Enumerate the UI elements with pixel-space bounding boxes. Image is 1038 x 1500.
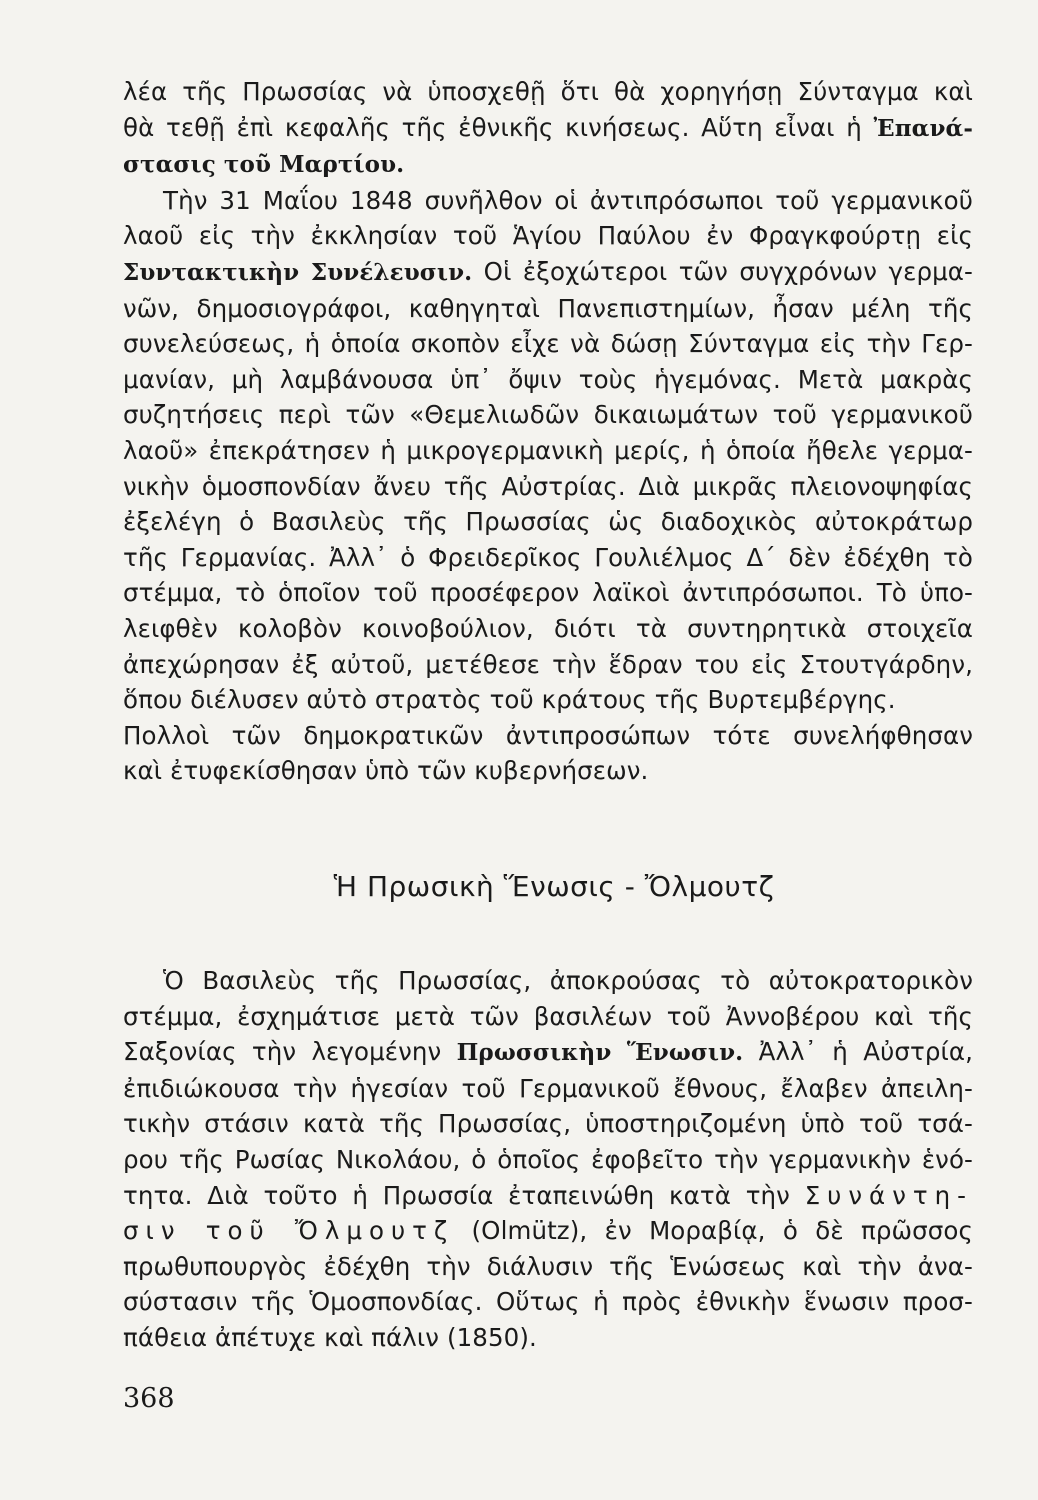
text-run: πρωθυπουργὸς ἐδέχθη τὴν διάλυσιν τῆς Ἑνώσεως καὶ τὴν ἀνα- xyxy=(123,1251,973,1281)
text-line xyxy=(123,254,973,291)
text-line xyxy=(123,1213,973,1249)
text-line xyxy=(123,183,973,219)
text-line xyxy=(123,504,973,540)
paragraph-prussian-union xyxy=(123,963,973,1356)
text-run: (Olmütz), ἐν Μοραβίᾳ, ὁ δὲ πρῶσσος xyxy=(454,1216,973,1246)
text-run: Ὁ Βασιλεὺς τῆς Πρωσσίας, ἀποκρούσας τὸ αὐτοκρατορικὸν xyxy=(163,966,973,995)
text-line xyxy=(123,1034,973,1071)
text-line xyxy=(123,397,973,433)
text-line xyxy=(123,110,973,147)
text-line xyxy=(123,1106,973,1142)
text-run: πάθεια ἀπέτυχε καὶ πάλιν (1850). xyxy=(123,1322,537,1352)
paragraph-march-revolution xyxy=(123,74,973,789)
text-run: ἐπιδιώκουσα τὴν ἡγεσίαν τοῦ Γερμανικοῦ ἔθνους, ἔλαβεν ἀπειλη- xyxy=(123,1073,973,1103)
text-run: Πολλοὶ τῶν δημοκρατικῶν ἀντιπροσώπων τότε συνελήφθησαν xyxy=(123,720,973,750)
text-run: ἐξελέγη ὁ Βασιλεὺς τῆς Πρωσσίας ὡς διαδοχικὸς αὐτοκράτωρ xyxy=(123,507,973,537)
text-run: λαοῦ» ἐπεκράτησεν ἡ μικρογερμανικὴ μερίς, ἡ ὁποία ἤθελε γερμα- xyxy=(123,435,973,465)
text-run: Ἀλλ᾽ ἡ Αὐστρία, xyxy=(743,1037,974,1067)
text-run: Σαξονίας τὴν λεγομένην xyxy=(123,1037,457,1067)
text-run: νῶν, δημοσιογράφοι, καθηγηταὶ Πανεπιστημίων, ἦσαν μέλη τῆς xyxy=(123,293,973,323)
text-line xyxy=(123,611,973,647)
text-run: λειφθὲν κολοβὸν κοινοβούλιον, διότι τὰ συντηρητικὰ στοιχεῖα xyxy=(123,613,973,643)
text-run: συνελεύσεως, ἡ ὁποία σκοπὸν εἶχε νὰ δώσῃ Σύνταγμα εἰς τὴν Γερ- xyxy=(123,329,973,359)
text-line xyxy=(123,1320,973,1356)
text-run: ὅπου διέλυσεν αὐτὸ στρατὸς τοῦ κράτους τῆς Βυρτεμβέργης. xyxy=(123,685,896,715)
text-line xyxy=(123,218,973,254)
bold-term: Συντακτικὴν Συνέλευσιν. xyxy=(123,258,473,286)
text-line xyxy=(123,647,973,683)
text-run: θὰ τεθῇ ἐπὶ κεφαλῆς τῆς ἐθνικῆς κινήσεως. Αὕτη εἶναι ἡ xyxy=(123,112,874,142)
text-run: τῆς Γερμανίας. Ἀλλ᾽ ὁ Φρειδερῖκος Γουλιέλμος Δ΄ δὲν ἐδέχθη τὸ xyxy=(123,542,973,572)
text-run: τητα. Διὰ τοῦτο ἡ Πρωσσία ἐταπεινώθη κατὰ τὴν xyxy=(123,1180,805,1210)
text-line xyxy=(123,326,973,362)
text-line xyxy=(123,291,973,327)
text-line xyxy=(123,963,973,999)
bold-term: Πρωσσικὴν Ἕνωσιν. xyxy=(456,1039,744,1067)
text-line xyxy=(123,469,973,505)
text-line xyxy=(123,682,973,718)
bold-term: στασις τοῦ Μαρτίου. xyxy=(123,151,405,179)
text-run: λαοῦ εἰς τὴν ἐκκλησίαν τοῦ Ἁγίου Παύλου ἐν Φραγκφούρτῃ εἰς xyxy=(123,221,973,251)
text-line xyxy=(123,362,973,398)
text-line xyxy=(123,1284,973,1320)
text-line xyxy=(123,999,973,1035)
bold-term: Ἐπανά- xyxy=(873,114,973,142)
text-line xyxy=(123,1178,973,1214)
text-run: σύστασιν τῆς Ὁμοσπονδίας. Οὕτως ἡ πρὸς ἐθνικὴν ἕνωσιν προσ- xyxy=(123,1287,973,1317)
text-run: μανίαν, μὴ λαμβάνουσα ὑπ᾽ ὄψιν τοὺς ἡγεμόνας. Μετὰ μακρὰς xyxy=(123,364,973,394)
text-line xyxy=(123,718,973,754)
text-run: Τὴν 31 Μαΐου 1848 συνῆλθον οἱ ἀντιπρόσωποι τοῦ γερμανικοῦ xyxy=(163,185,973,215)
text-run: καὶ ἐτυφεκίσθησαν ὑπὸ τῶν κυβερνήσεων. xyxy=(123,756,649,786)
text-line xyxy=(123,1249,973,1285)
page-number: 368 xyxy=(123,1383,175,1414)
text-line xyxy=(123,433,973,469)
spaced-term: σιν τοῦ Ὄλμουτζ xyxy=(123,1216,455,1246)
text-run: Οἱ ἐξοχώτεροι τῶν συγχρόνων γερμα- xyxy=(472,256,973,286)
text-line xyxy=(123,1071,973,1107)
text-run: λέα τῆς Πρωσσίας νὰ ὑποσχεθῇ ὅτι θὰ χορηγήσῃ Σύνταγμα καὶ xyxy=(123,77,973,106)
text-line xyxy=(123,540,973,576)
text-line xyxy=(123,146,973,183)
text-run: στέμμα, τὸ ὁποῖον τοῦ προσέφερον λαϊκοὶ ἀντιπρόσωποι. Τὸ ὑπο- xyxy=(123,578,973,608)
text-run: νικὴν ὁμοσπονδίαν ἄνευ τῆς Αὐστρίας. Διὰ μικρᾶς πλειονοψηφίας xyxy=(123,471,973,501)
text-run: ἀπεχώρησαν ἐξ αὐτοῦ, μετέθεσε τὴν ἕδραν του εἰς Στουτγάρδην, xyxy=(123,649,973,679)
text-line xyxy=(123,1142,973,1178)
text-run: συζητήσεις περὶ τῶν «Θεμελιωδῶν δικαιωμάτων τοῦ γερμανικοῦ xyxy=(123,400,973,430)
text-line xyxy=(123,753,973,789)
spaced-term: Συνάντη- xyxy=(804,1180,973,1210)
text-run: ρου τῆς Ρωσίας Νικολάου, ὁ ὁποῖος ἐφοβεῖτο τὴν γερμανικὴν ἑνό- xyxy=(123,1144,973,1174)
text-run: τικὴν στάσιν κατὰ τῆς Πρωσσίας, ὑποστηριζομένη ὑπὸ τοῦ τσά- xyxy=(123,1109,973,1139)
text-line xyxy=(123,74,973,110)
section-heading: Ἡ Πρωσικὴ Ἕνωσις - Ὄλμουτζ xyxy=(333,870,775,903)
text-run: στέμμα, ἐσχημάτισε μετὰ τῶν βασιλέων τοῦ Ἀννοβέρου καὶ τῆς xyxy=(123,1001,973,1031)
text-line xyxy=(123,575,973,611)
